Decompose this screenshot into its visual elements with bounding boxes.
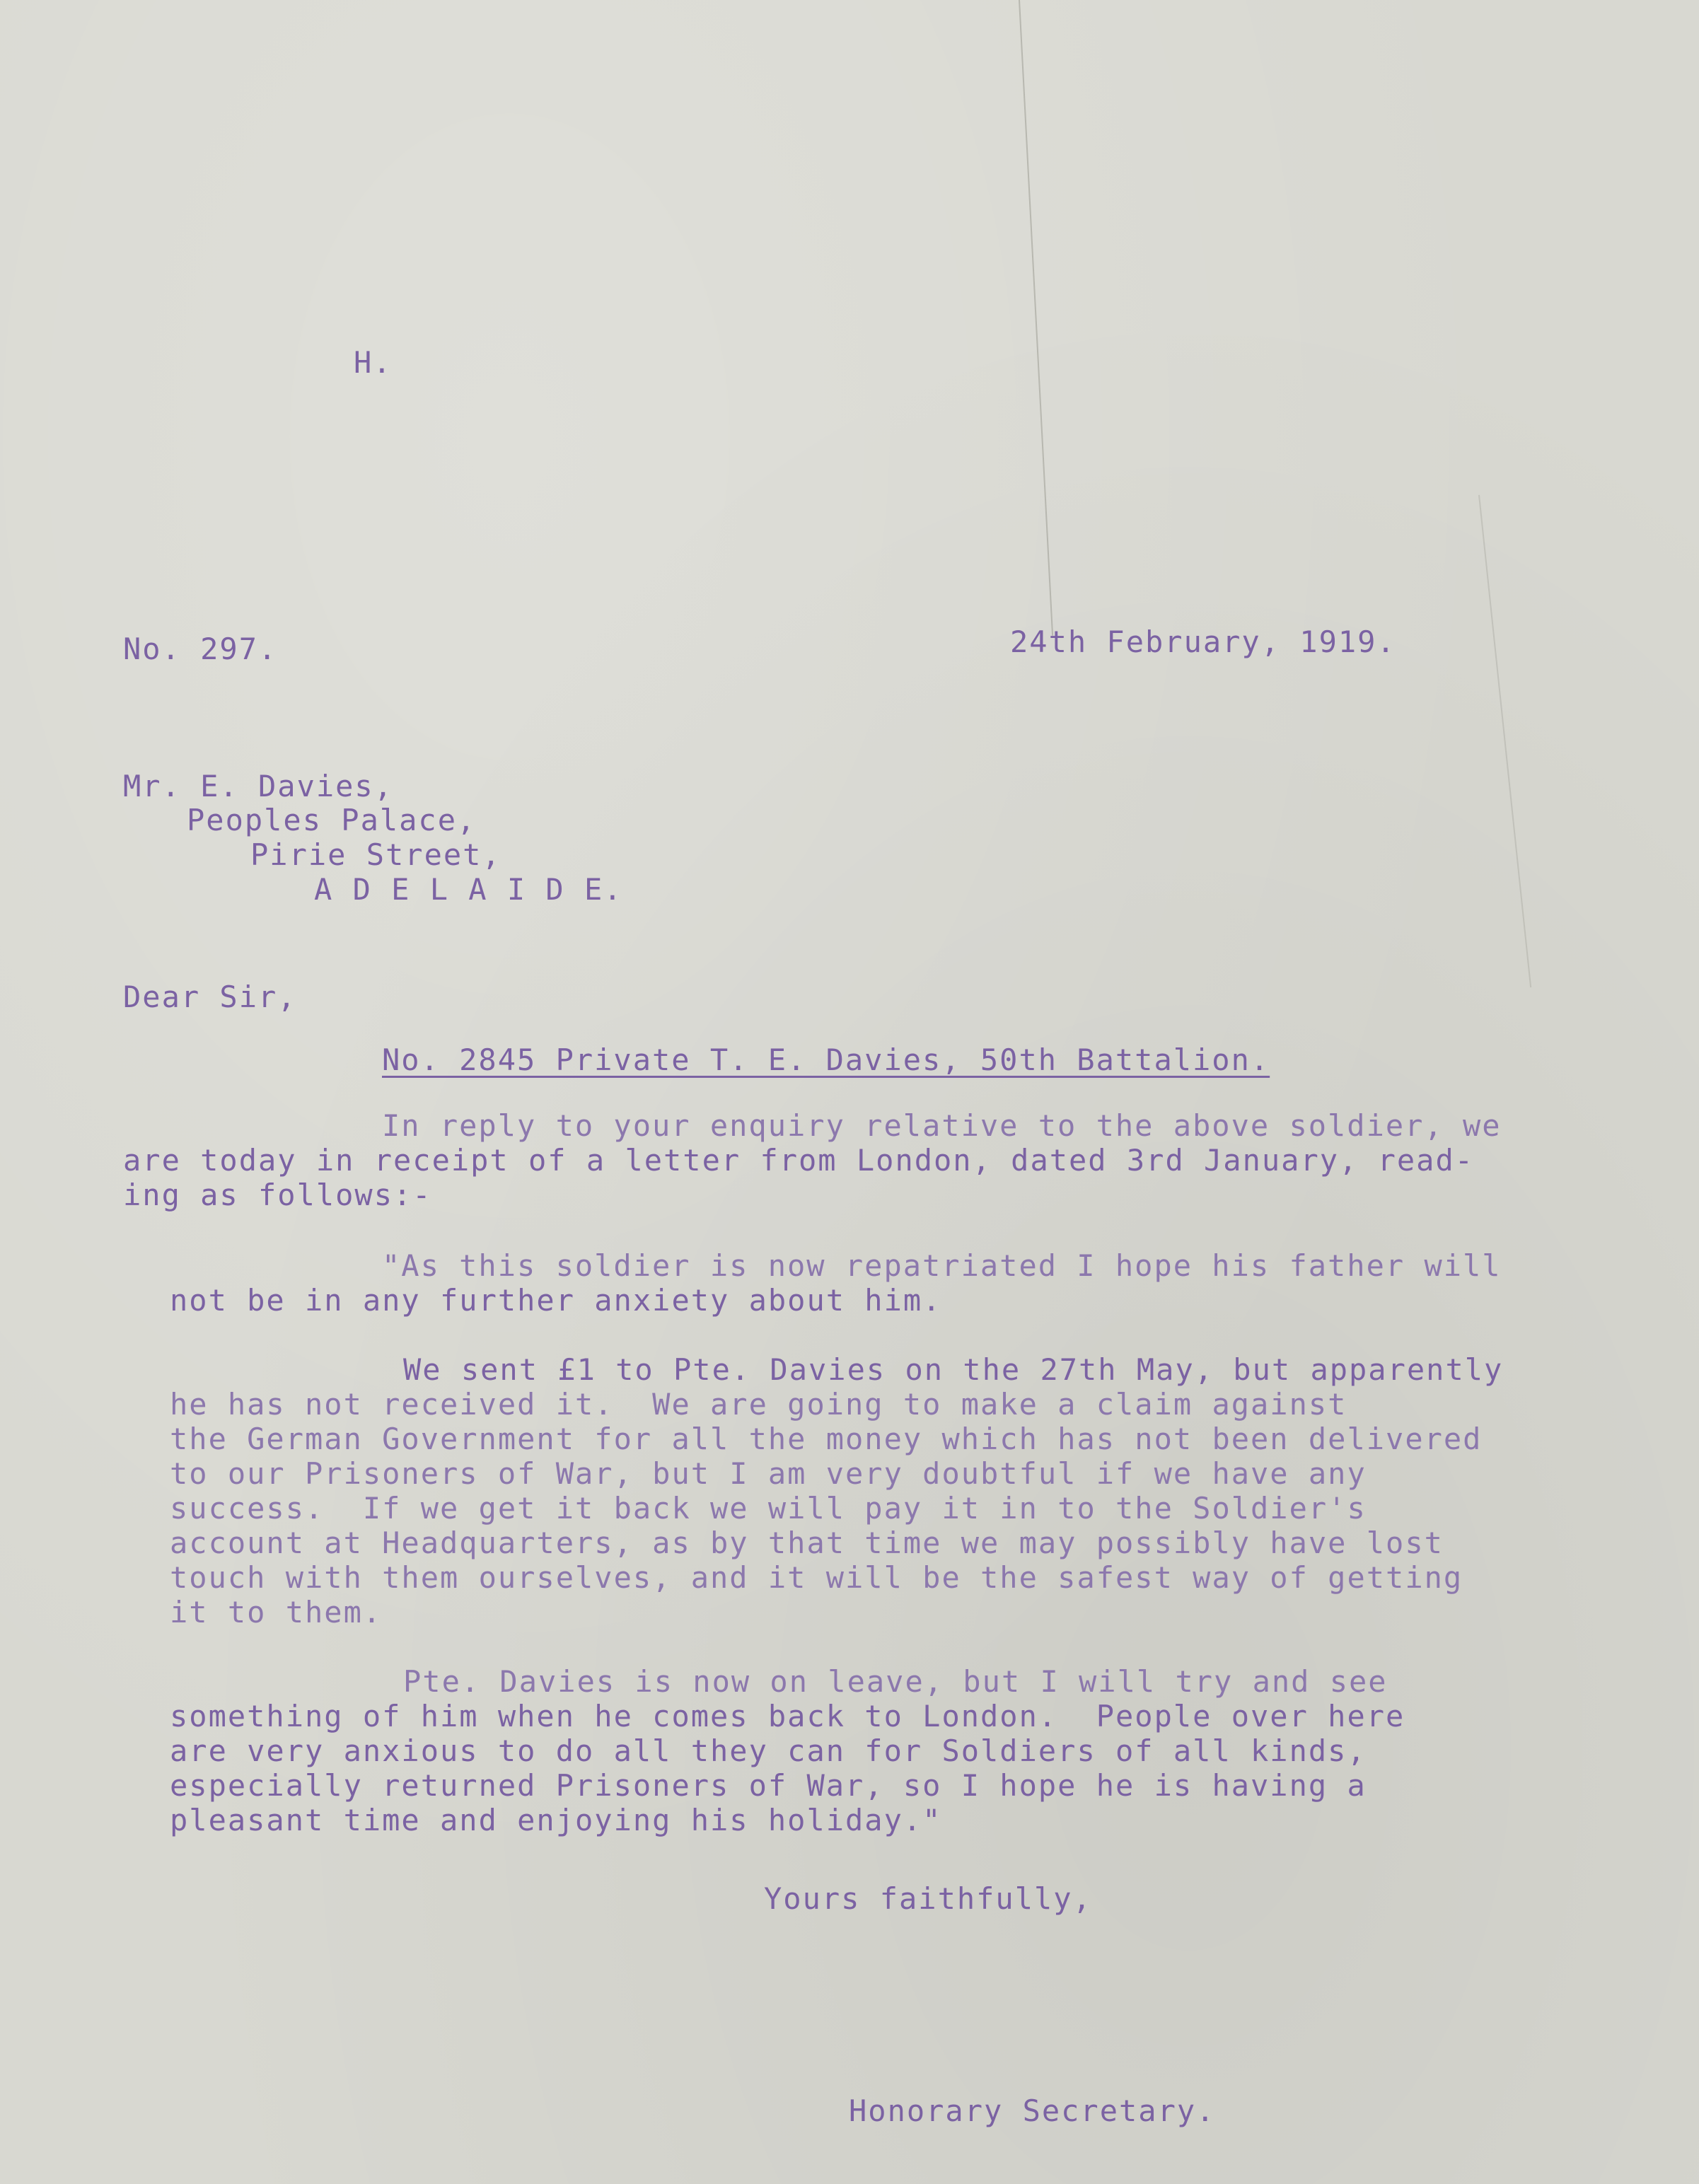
body-line: are today in receipt of a letter from London, dated 3rd January, read- — [123, 1143, 1475, 1178]
quote-line: success. If we get it back we will pay it in to the Soldier's — [170, 1491, 1367, 1526]
quote-line: "As this soldier is now repatriated I hope his father will — [382, 1248, 1502, 1283]
quote-line: he has not received it. We are going to make a claim against — [170, 1387, 1347, 1422]
closing: Yours faithfully, — [764, 1881, 1092, 1916]
subject-line: No. 2845 Private T. E. Davies, 50th Battalion. — [382, 1042, 1270, 1077]
quote-line: We sent £1 to Pte. Davies on the 27th May, but apparently — [403, 1352, 1504, 1387]
letter-date: 24th February, 1919. — [1010, 625, 1396, 659]
quote-line: pleasant time and enjoying his holiday." — [170, 1803, 942, 1837]
paper-crease-lower — [1478, 495, 1531, 987]
address-line: Peoples Palace, — [187, 803, 477, 837]
quote-line: the German Government for all the money which has not been delivered — [170, 1422, 1483, 1456]
address-line: Pirie Street, — [250, 837, 501, 872]
quote-line: it to them. — [170, 1595, 383, 1630]
quote-line: touch with them ourselves, and it will be the safest way of getting — [170, 1560, 1463, 1595]
quote-line: something of him when he comes back to London. People over here — [170, 1699, 1405, 1733]
quote-line: account at Headquarters, as by that time we may possibly have lost — [170, 1526, 1444, 1560]
address-line: A D E L A I D E. — [314, 872, 623, 907]
quote-line: especially returned Prisoners of War, so I hope he is having a — [170, 1768, 1367, 1803]
quote-line: to our Prisoners of War, but I am very doubtful if we have any — [170, 1456, 1367, 1491]
quote-line: Pte. Davies is now on leave, but I will try and see — [403, 1664, 1388, 1699]
quote-line: are very anxious to do all they can for Soldiers of all kinds, — [170, 1733, 1367, 1768]
address-line: Mr. E. Davies, — [123, 769, 394, 803]
signatory: Honorary Secretary. — [849, 2093, 1216, 2128]
salutation: Dear Sir, — [123, 980, 297, 1014]
paper-crease — [1019, 0, 1053, 636]
file-mark: H. — [354, 345, 393, 380]
body-line: ing as follows:- — [123, 1178, 432, 1212]
body-line: In reply to your enquiry relative to the above soldier, we — [382, 1108, 1502, 1143]
reference-number: No. 297. — [123, 632, 278, 666]
quote-line: not be in any further anxiety about him. — [170, 1283, 942, 1318]
